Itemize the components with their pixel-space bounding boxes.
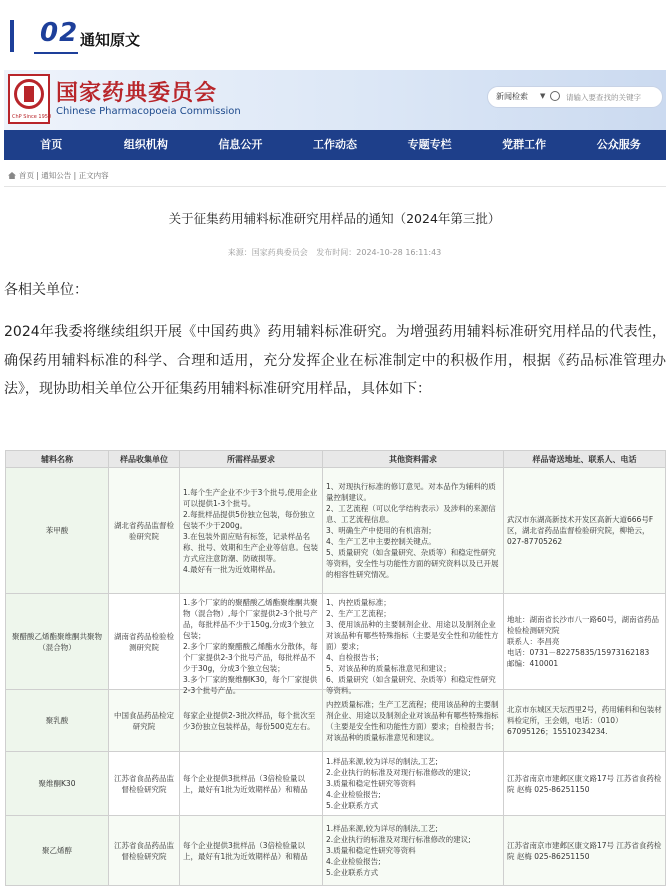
section-underline [34, 52, 78, 54]
cell-req: 每家企业提供2-3批次样品，每个批次至少3份独立包装样品，每份500克左右。 [180, 690, 323, 752]
cell-addr: 江苏省南京市建邺区康文路17号 江苏省食药检院 赵梅 025-86251150 [504, 816, 666, 886]
cell-other: 1.样品来源,较为详尽的制法,工艺; 2.企业执行的标准及对现行标准修改的建议; 3.质量和稳定性研究等资料 4.企业检验报告; 5.企业联系方式 [323, 816, 504, 886]
breadcrumb [8, 170, 109, 181]
cell-addr: 北京市东城区天坛西里2号，药用辅料和包装材料检定所，王会娟，电话：（010）67095126；15510234234. [504, 690, 666, 752]
search-input[interactable]: 请输入要查找的关键字 [566, 93, 641, 102]
nav-item-party[interactable]: 党群工作 [502, 138, 547, 151]
cell-other: 1、内控质量标准； 2、生产工艺流程； 3、使用该品种的主要制剂企业、用途以及制剂企业对该品种有哪些特殊指标（主要是安全性和功能性方面）要求； 4、自检报告书； 5、对该品种的质量标准意见和建议； 6、质量研究（如含量研究、杂质等）和稳定性研究等资料。 [323, 594, 504, 690]
cell-other: 1.样品来源,较为详尽的制法,工艺; 2.企业执行的标准及对现行标准修改的建议; 3.质量和稳定性研究等资料 4.企业检验报告; 5.企业联系方式 [323, 752, 504, 816]
notice-source: 来源：国家药典委员会 [227, 248, 308, 257]
body-paragraph: 2024年我委将继续组织开展《中国药典》药用辅料标准研究。为增强药用辅料标准研究用样品的代表性，确保药用辅料标准的科学、合理和适用，充分发挥企业在标准制定中的积极作用，根据《药品标准管理办法》，现协助相关单位公开征集药用辅料标准研究用样品，具体如下： [4, 324, 666, 397]
section-bar [10, 20, 14, 52]
search-icon[interactable] [550, 91, 560, 101]
section-number: 02 [40, 18, 79, 48]
nav-item-work[interactable]: 工作动态 [313, 138, 358, 151]
cell-addr: 武汉市东湖高新技术开发区高新大道666号F区，湖北省药品监督检验研究院，柳艳云，027-87705262 [504, 468, 666, 594]
cell-unit: 江苏省食品药品监督检验研究院 [109, 752, 180, 816]
cell-unit: 湖南省药品检验检测研究院 [109, 594, 180, 690]
breadcrumb-home[interactable]: 首页 [19, 171, 34, 180]
site-logo-en: Chinese Pharmacopoeia Commission [56, 106, 241, 117]
table-header-row [6, 451, 666, 468]
sample-table [5, 450, 666, 886]
section-title: 通知原文 [80, 31, 141, 49]
notice-title: 关于征集药用辅料标准研究用样品的通知（2024年第三批） [168, 211, 501, 226]
nav-item-home[interactable]: 首页 [40, 138, 63, 151]
main-nav [4, 130, 666, 160]
cell-other: 1、对现执行标准的修订意见。对本品作为辅料的质量控制建议。 2、工艺流程（可以化学结构表示）及涉料的来源信息、工艺流程信息。 3、明确生产中使用的有机溶剂； 4、生产工艺中主要控制关键点。 5、质量研究（如含量研究、杂质等）和稳定性研究等资料，安全性与功能性方面的研究资料以及已开展的相容性研究情况。 [323, 468, 504, 594]
nav-item-topics[interactable]: 专题专栏 [407, 138, 452, 151]
col-header: 其他资料需求 [323, 451, 504, 468]
notice-meta [0, 247, 669, 258]
cell-name: 聚维酮K30 [6, 752, 109, 816]
nav-item-organization[interactable]: 组织机构 [123, 138, 168, 151]
logo-seal-icon[interactable]: ChP Since 1950 [8, 74, 50, 124]
cell-req: 1.每个生产企业不少于3个批号,使用企业可以提供1-3个批号。 2.每批样品提供5份独立包装，每份独立包装不少于200g。 3.在包装外面应贴有标签，记录样品名称、批号、效期和生产企业等信息。包装方式应注意防潮、防破损等。 4.最好有一批为近效期样品。 [180, 468, 323, 594]
home-icon[interactable] [8, 172, 16, 179]
search-scope-select[interactable]: 新闻检索 [496, 92, 528, 101]
cell-unit: 江苏省食品药品监督检验研究院 [109, 816, 180, 886]
table-row [6, 594, 666, 690]
col-header: 所需样品要求 [180, 451, 323, 468]
breadcrumb-current: 正文内容 [78, 171, 109, 180]
cell-req: 1.多个厂家的的聚醋酸乙烯酯聚维酮共聚物（混合物）,每个厂家提供2-3个批号产品，每批样品不少于150g,分成3个独立包装； 2.多个厂家的聚醋酸乙烯酯水分散体，每个厂家提供2-3个批号产品，每批样品不少于30g，分成3个独立包装； 3.多个厂家的聚维酮K30，每个厂家提供2-3个批号产品。 [180, 594, 323, 690]
site-logo-cn[interactable]: 国家药典委员会 [56, 81, 218, 106]
col-header: 样品收集单位 [109, 451, 180, 468]
search-box[interactable] [487, 86, 663, 108]
cell-req: 每个企业提供3批样品（3倍检验量以上，最好有1批为近效期样品）和精品 [180, 752, 323, 816]
col-header: 样品寄送地址、联系人、电话 [504, 451, 666, 468]
cell-name: 聚乙烯醇 [6, 816, 109, 886]
nav-item-info[interactable]: 信息公开 [218, 138, 263, 151]
salutation: 各相关单位： [4, 282, 88, 298]
cell-unit: 中国食品药品检定研究院 [109, 690, 180, 752]
cell-other: 内控质量标准；生产工艺流程；使用该品种的主要制剂企业、用途以及制剂企业对该品种有哪些特殊指标（主要是安全性和功能性方面）要求；自检报告书；对该品种的质量标准意见和建议。 [323, 690, 504, 752]
table-row [6, 468, 666, 594]
col-header: 辅料名称 [6, 451, 109, 468]
cell-addr: 地址：湖南省长沙市八一路60号，湖南省药品检验检测研究院 联系人：李昌亮 电话：0731－82275835/15973162183 邮编：410001 [504, 594, 666, 690]
nav-item-public[interactable]: 公众服务 [596, 138, 641, 151]
site-banner [4, 70, 666, 130]
cell-unit: 湖北省药品监督检验研究院 [109, 468, 180, 594]
cell-name: 聚醋酸乙烯酯聚维酮共聚物（混合物） [6, 594, 109, 690]
section-header [0, 0, 669, 72]
chevron-down-icon[interactable]: ▼ [540, 92, 546, 100]
cell-req: 每个企业提供3批样品（3倍检验量以上，最好有1批为近效期样品）和精品 [180, 816, 323, 886]
table-row [6, 752, 666, 816]
notice-date: 发布时间：2024-10-28 16:11:43 [316, 248, 442, 257]
table-row [6, 816, 666, 886]
breadcrumb-sep: | [34, 171, 42, 180]
cell-name: 聚乳酸 [6, 690, 109, 752]
breadcrumb-sep: | [71, 171, 79, 180]
divider [4, 186, 666, 187]
cell-name: 苯甲酸 [6, 468, 109, 594]
cell-addr: 江苏省南京市建邺区康文路17号 江苏省食药检院 赵梅 025-86251150 [504, 752, 666, 816]
table-row [6, 690, 666, 752]
breadcrumb-notices[interactable]: 通知公告 [41, 171, 72, 180]
